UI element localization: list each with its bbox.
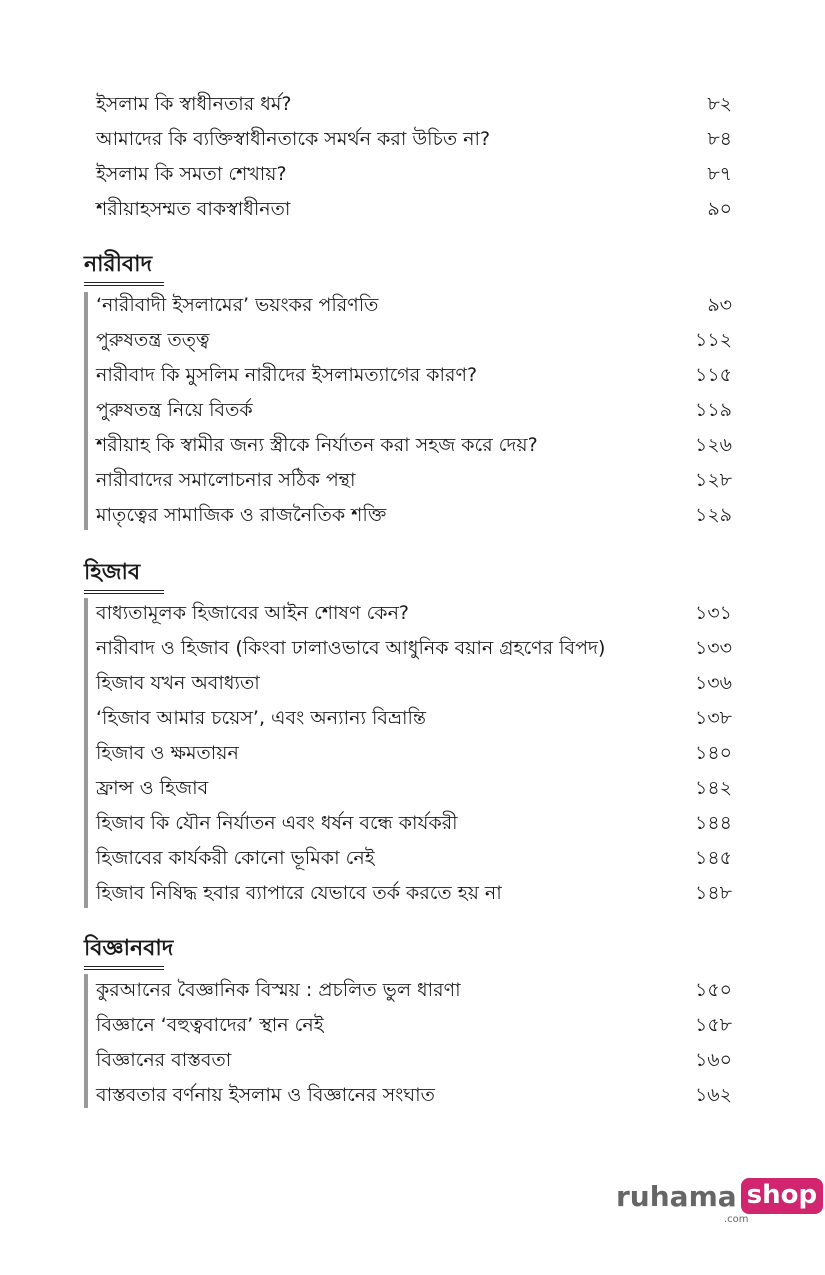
- toc-entry-title: আমাদের কি ব্যক্তিস্বাধীনতাকে সমর্থন করা উচিত না?: [96, 128, 491, 150]
- toc-entry-page: ১৩৩: [694, 637, 732, 659]
- toc-entry: [96, 878, 732, 908]
- toc-entry-title: ‘হিজাব আমার চয়েস’, এবং অন্যান্য বিভ্রান্তি: [96, 707, 427, 729]
- toc-entry-title: পুরুষতন্ত্র নিয়ে বিতর্ক: [96, 399, 253, 421]
- toc-entry-page: ১২৯: [694, 504, 732, 526]
- toc-entry-page: ১৪৪: [695, 812, 732, 834]
- toc-entry-title: নারীবাদের সমালোচনার সঠিক পন্থা: [96, 469, 356, 491]
- toc-entry-title: নারীবাদ কি মুসলিম নারীদের ইসলামত্যাগের কারণ?: [96, 364, 478, 386]
- toc-entry-page: ১১২: [694, 329, 732, 351]
- toc-entry-title: নারীবাদ ও হিজাব (কিংবা ঢালাওভাবে আধুনিক বয়ান গ্রহণের বিপদ): [96, 637, 606, 659]
- toc-entry: [96, 1045, 732, 1075]
- toc-entry-title: ইসলাম কি সমতা শেখায়?: [96, 163, 287, 185]
- publisher-logo: [616, 1176, 823, 1225]
- toc-entry-page: ১৪২: [694, 777, 732, 799]
- toc-entry-page: ১৬০: [694, 1049, 732, 1071]
- toc-entry-page: ১২৬: [694, 434, 732, 456]
- toc-entry-page: ১২৮: [694, 469, 732, 491]
- toc-entry-page: ১৩১: [694, 602, 732, 624]
- toc-entry: [96, 395, 732, 425]
- toc-entry-page: ১৪৮: [695, 882, 732, 904]
- toc-entry-title: ‘নারীবাদী ইসলামের’ ভয়ংকর পরিণতি: [96, 294, 379, 316]
- toc-entry: [96, 124, 732, 154]
- toc-entry-title: ইসলাম কি স্বাধীনতার ধর্ম?: [96, 93, 292, 115]
- toc-entry-page: ১১৯: [695, 399, 732, 421]
- toc-entry-title: বিজ্ঞানের বাস্তবতা: [96, 1049, 232, 1071]
- toc-entry-title: ফ্রান্স ও হিজাব: [96, 777, 209, 799]
- toc-entry-title: শরীয়াহসম্মত বাকস্বাধীনতা: [96, 198, 291, 220]
- section-heading: নারীবাদ: [84, 250, 152, 286]
- section-heading: বিজ্ঞানবাদ: [84, 934, 173, 970]
- toc-entry-title: হিজাব যখন অবাধ্যতা: [96, 672, 260, 694]
- toc-entry-page: ১৪০: [694, 742, 732, 764]
- toc-entry-page: ১১৫: [695, 364, 732, 386]
- toc-entry: [96, 773, 732, 803]
- section-heading: হিজাব: [84, 558, 140, 594]
- logo-word-shop: shop: [741, 1178, 823, 1214]
- toc-entry-page: ৮৭: [707, 163, 732, 185]
- toc-entry: [96, 808, 732, 838]
- toc-entry-title: শরীয়াহ কি স্বামীর জন্য স্ত্রীকে নির্যাতন করা সহজ করে দেয়?: [96, 434, 538, 456]
- toc-entry: [96, 738, 732, 768]
- toc-entry-page: ১৩৮: [694, 707, 732, 729]
- toc-entry: [96, 668, 732, 698]
- toc-entry: [96, 430, 732, 460]
- toc-entry-title: পুরুষতন্ত্র তত্ত্ব: [96, 329, 210, 351]
- toc-entry-title: বিজ্ঞানে ‘বহুত্ববাদের’ স্থান নেই: [96, 1014, 324, 1036]
- toc-entry: [96, 843, 732, 873]
- section-divider: [84, 598, 88, 908]
- toc-entry-page: ৯০: [707, 198, 732, 220]
- toc-entry: [96, 1010, 732, 1040]
- toc-entry: [96, 159, 732, 189]
- toc-entry: [96, 465, 732, 495]
- toc-entry-title: মাতৃত্বের সামাজিক ও রাজনৈতিক শক্তি: [96, 504, 387, 526]
- toc-entry-title: হিজাবের কার্যকরী কোনো ভূমিকা নেই: [96, 847, 375, 869]
- toc-entry-title: হিজাব নিষিদ্ধ হবার ব্যাপারে যেভাবে তর্ক করতে হয় না: [96, 882, 502, 904]
- toc-entry-title: হিজাব ও ক্ষমতায়ন: [96, 742, 239, 764]
- logo-word-ruhama: ruhama: [616, 1179, 737, 1213]
- toc-entry: [96, 975, 732, 1005]
- toc-entry: [96, 89, 732, 119]
- toc-entry: [96, 598, 732, 628]
- toc-entry-page: ১৩৬: [694, 672, 732, 694]
- toc-entry: [96, 703, 732, 733]
- section-divider: [84, 292, 88, 530]
- toc-entry-page: ৮৪: [707, 128, 732, 150]
- toc-entry-page: ৯৩: [707, 294, 732, 316]
- toc-entry-page: ১৬২: [694, 1084, 732, 1106]
- toc-entry-page: ১৫৮: [695, 1014, 732, 1036]
- toc-entry-title: হিজাব কি যৌন নির্যাতন এবং ধর্ষন বন্ধে কার্যকরী: [96, 812, 458, 834]
- section-divider: [84, 974, 88, 1108]
- toc-entry-page: ৮২: [707, 93, 732, 115]
- toc-entry-title: কুরআনের বৈজ্ঞানিক বিস্ময় : প্রচলিত ভুল ধারণা: [96, 979, 461, 1001]
- toc-entry: [96, 633, 732, 663]
- logo-suffix: .com: [724, 1214, 749, 1225]
- toc-entry: [96, 500, 732, 530]
- toc-entry-page: ১৪৫: [695, 847, 732, 869]
- toc-entry-title: বাধ্যতামূলক হিজাবের আইন শোষণ কেন?: [96, 602, 409, 624]
- toc-entry-title: বাস্তবতার বর্ণনায় ইসলাম ও বিজ্ঞানের সংঘাত: [96, 1084, 435, 1106]
- toc-entry: [96, 1080, 732, 1110]
- toc-entry: [96, 325, 732, 355]
- toc-entry: [96, 194, 732, 224]
- toc-entry-page: ১৫০: [694, 979, 732, 1001]
- toc-entry: [96, 290, 732, 320]
- toc-entry: [96, 360, 732, 390]
